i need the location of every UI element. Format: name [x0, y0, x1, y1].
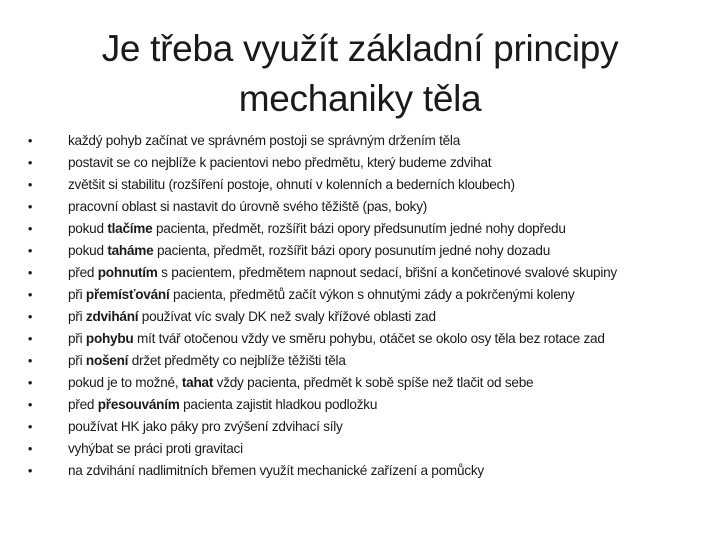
bullet-icon: [24, 328, 36, 350]
bullet-icon: [24, 416, 36, 438]
title-line-1: Je třeba využít základní principy: [101, 28, 619, 69]
list-item: • vyhýbat se práci proti gravitaci: [24, 438, 704, 460]
list-item: • při nošení držet předměty co nejblíže těžišti těla: [24, 350, 704, 372]
bullet-icon: [24, 394, 36, 416]
bullet-icon: [24, 240, 36, 262]
title-line-2: mechaniky těla: [238, 78, 482, 119]
bullet-icon: [24, 372, 36, 394]
bullet-icon: [24, 306, 36, 328]
list-item: • při přemísťování pacienta, předmětů začít výkon s ohnutými zády a pokrčenými koleny: [24, 284, 704, 306]
list-item: • před přesouváním pacienta zajistit hladkou podložku: [24, 394, 704, 416]
list-item: • postavit se co nejblíže k pacientovi nebo předmětu, který budeme zdvihat: [24, 152, 704, 174]
bullet-icon: [24, 262, 36, 284]
bullet-icon: [24, 130, 36, 152]
list-item: • pokud taháme pacienta, předmět, rozšířit bázi opory posunutím jedné nohy dozadu: [24, 240, 704, 262]
list-item: • při pohybu mít tvář otočenou vždy ve směru pohybu, otáčet se okolo osy těla bez rotace zad: [24, 328, 704, 350]
list-item: • pokud je to možné, tahat vždy pacienta, předmět k sobě spíše než tlačit od sebe: [24, 372, 704, 394]
bullet-icon: [24, 196, 36, 218]
bullet-icon: [24, 174, 36, 196]
bullet-icon: [24, 152, 36, 174]
list-item: • při zdvihání používat víc svaly DK než svaly křížové oblasti zad: [24, 306, 704, 328]
list-item: • před pohnutím s pacientem, předmětem napnout sedací, břišní a končetinové svalové skupiny: [24, 262, 704, 284]
bullet-icon: [24, 284, 36, 306]
bullet-list: [24, 130, 704, 482]
list-item: • zvětšit si stabilitu (rozšíření postoje, ohnutí v kolenních a bederních kloubech): [24, 174, 704, 196]
slide-title: [40, 24, 680, 124]
list-item: • každý pohyb začínat ve správném postoji se správným držením těla: [24, 130, 704, 152]
bullet-icon: [24, 460, 36, 482]
list-item: • pokud tlačíme pacienta, předmět, rozšířit bázi opory předsunutím jedné nohy dopředu: [24, 218, 704, 240]
list-item: • pracovní oblast si nastavit do úrovně svého těžiště (pas, boky): [24, 196, 704, 218]
list-item: • používat HK jako páky pro zvýšení zdvihací síly: [24, 416, 704, 438]
list-item: • na zdvihání nadlimitních břemen využít mechanické zařízení a pomůcky: [24, 460, 704, 482]
bullet-icon: [24, 438, 36, 460]
bullet-icon: [24, 350, 36, 372]
bullet-icon: [24, 218, 36, 240]
